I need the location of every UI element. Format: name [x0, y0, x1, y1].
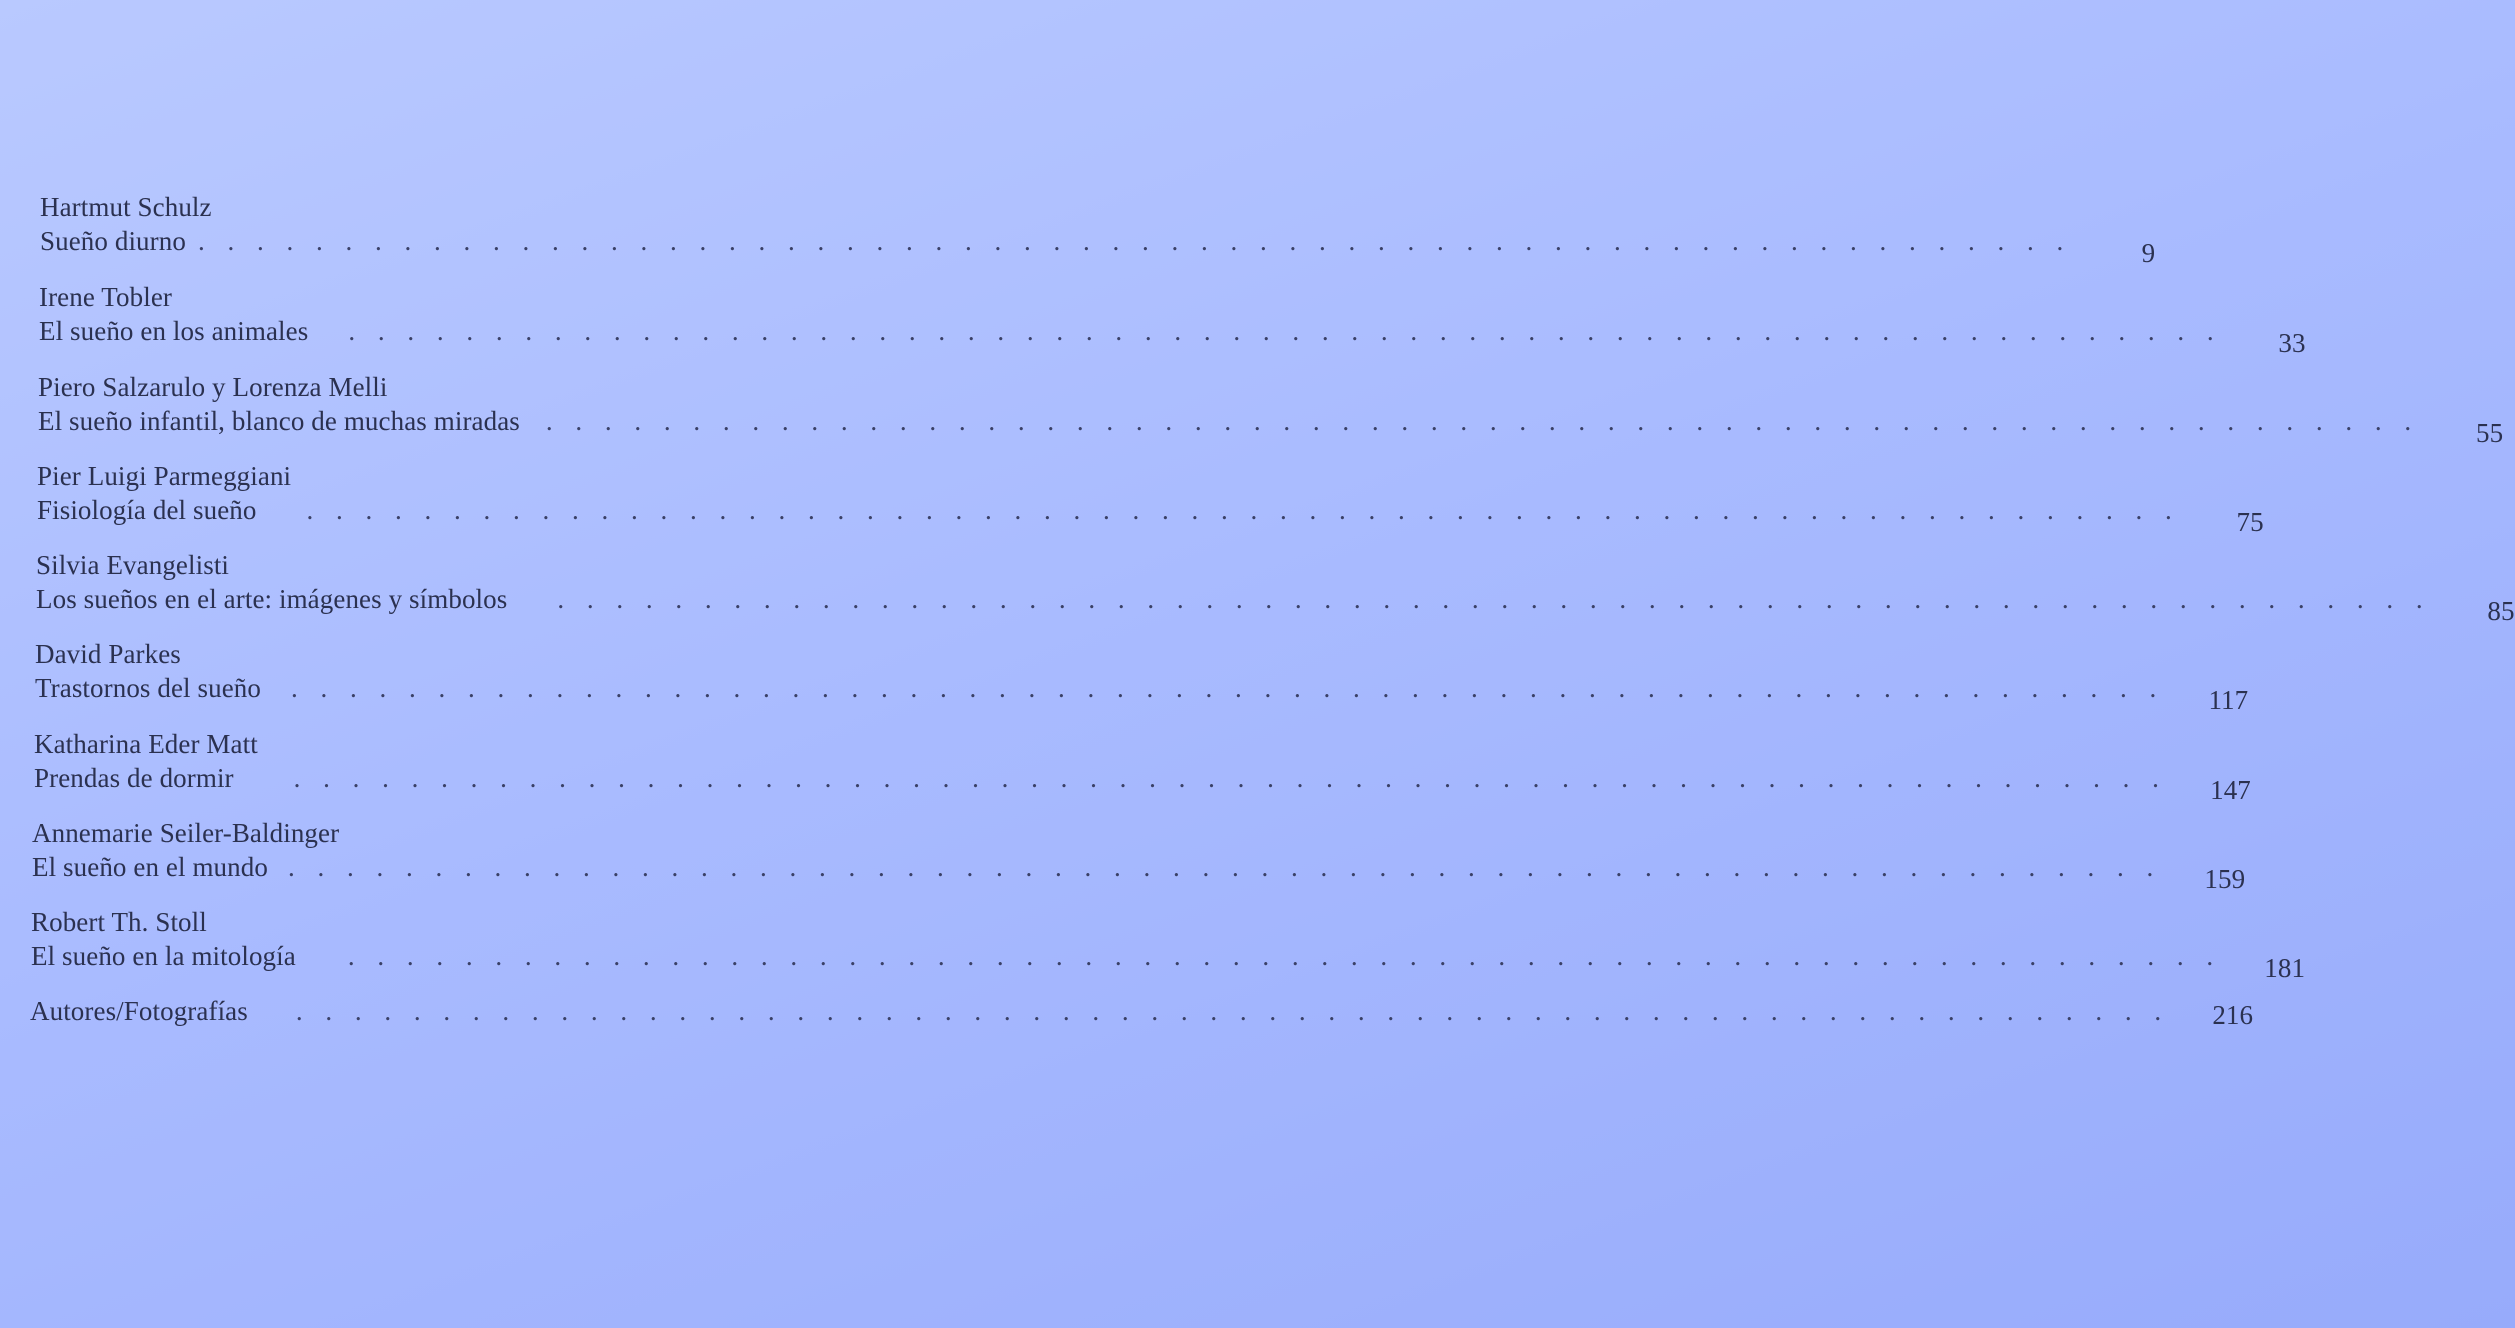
dot-leader: . . . . . . . . . . . . . . . . . . . . . . . . . . . . . . . . . . . . . . . . . . . . . . . . . . . . . . . . . . . . . . . .: [545, 406, 2420, 436]
toc-entry: [0, 905, 2306, 983]
dot-leader: . . . . . . . . . . . . . . . . . . . . . . . . . . . . . . . . . . . . . . . . . . . . . . . . . . . . . . . . . . . . . . . .: [197, 226, 2072, 256]
entry-page-number: 117: [2208, 685, 2249, 715]
entry-title-row: [38, 404, 2504, 448]
entry-title-row: [35, 671, 2249, 715]
entry-title: El sueño en los animales: [39, 316, 309, 346]
toc-entry: [0, 727, 2251, 805]
dot-leader: . . . . . . . . . . . . . . . . . . . . . . . . . . . . . . . . . . . . . . . . . . . . . . . . . . . . . . . . . . . . . . . .: [306, 495, 2180, 525]
toc-entry: [0, 548, 2515, 626]
toc-entry: [0, 459, 2264, 537]
toc-entry: [0, 994, 2254, 1030]
entry-title-row: [40, 224, 2156, 268]
entry-author: Hartmut Schulz: [40, 192, 212, 222]
entry-author: Irene Tobler: [39, 282, 172, 312]
entry-title: Trastornos del sueño: [35, 673, 262, 703]
dot-leader: . . . . . . . . . . . . . . . . . . . . . . . . . . . . . . . . . . . . . . . . . . . . . . . . . . . . . . . . . . . . . . . .: [293, 763, 2167, 793]
entry-author: Katharina Eder Matt: [34, 729, 258, 759]
entry-page-number: 85: [2487, 596, 2515, 626]
entry-title: El sueño infantil, blanco de muchas miradas: [38, 406, 520, 436]
entry-author: Annemarie Seiler-Baldinger: [32, 818, 340, 848]
entry-title: Fisiología del sueño: [37, 495, 257, 525]
entry-page-number: 181: [2264, 953, 2306, 983]
entry-author: David Parkes: [35, 639, 181, 669]
entry-title-row: [37, 493, 2264, 537]
entry-title-row: [32, 850, 2246, 894]
entry-page-number: 216: [2212, 1000, 2254, 1030]
dot-leader: . . . . . . . . . . . . . . . . . . . . . . . . . . . . . . . . . . . . . . . . . . . . . . . . . . . . . . . . . . . . . . . .: [287, 852, 2162, 882]
entry-page-number: 33: [2278, 328, 2306, 358]
toc-entry: [0, 637, 2249, 715]
entry-author: Silvia Evangelisti: [36, 550, 230, 580]
entry-title: El sueño en el mundo: [32, 852, 268, 882]
entry-title: Sueño diurno: [40, 226, 186, 256]
toc-entry: [0, 280, 2306, 358]
entry-title: El sueño en la mitología: [31, 941, 296, 971]
dot-leader: . . . . . . . . . . . . . . . . . . . . . . . . . . . . . . . . . . . . . . . . . . . . . . . . . . . . . . . . . . . . . . . .: [348, 316, 2222, 346]
entry-title-row: [30, 994, 2254, 1030]
dot-leader: . . . . . . . . . . . . . . . . . . . . . . . . . . . . . . . . . . . . . . . . . . . . . . . . . . . . . . . . . . . . . . . .: [347, 941, 2222, 971]
entry-page-number: 55: [2475, 418, 2504, 448]
entry-author: Robert Th. Stoll: [31, 907, 207, 937]
entry-title-row: [34, 761, 2251, 805]
entry-page-number: 75: [2236, 507, 2264, 537]
entry-page-number: 159: [2204, 864, 2246, 894]
entry-title: Autores/Fotografías: [30, 996, 248, 1026]
toc-entry: [0, 370, 2504, 448]
entry-page-number: 147: [2210, 775, 2251, 805]
entry-title-row: [39, 314, 2306, 358]
entry-title: Los sueños en el arte: imágenes y símbolos: [36, 584, 508, 614]
toc-entry: [0, 816, 2246, 894]
dot-leader: . . . . . . . . . . . . . . . . . . . . . . . . . . . . . . . . . . . . . . . . . . . . . . . . . . . . . . . . . . . . . . . .: [557, 584, 2431, 614]
entry-author: Piero Salzarulo y Lorenza Melli: [38, 372, 388, 402]
entry-title: Prendas de dormir: [34, 763, 234, 793]
entry-title-row: [31, 939, 2306, 983]
dot-leader: . . . . . . . . . . . . . . . . . . . . . . . . . . . . . . . . . . . . . . . . . . . . . . . . . . . . . . . . . . . . . . . .: [291, 673, 2165, 703]
dot-leader: . . . . . . . . . . . . . . . . . . . . . . . . . . . . . . . . . . . . . . . . . . . . . . . . . . . . . . . . . . . . . . . .: [295, 996, 2170, 1026]
toc-entry: [0, 190, 2156, 268]
entry-title-row: [36, 582, 2515, 626]
entry-author: Pier Luigi Parmeggiani: [37, 461, 292, 491]
entry-page-number: 9: [2141, 238, 2156, 268]
